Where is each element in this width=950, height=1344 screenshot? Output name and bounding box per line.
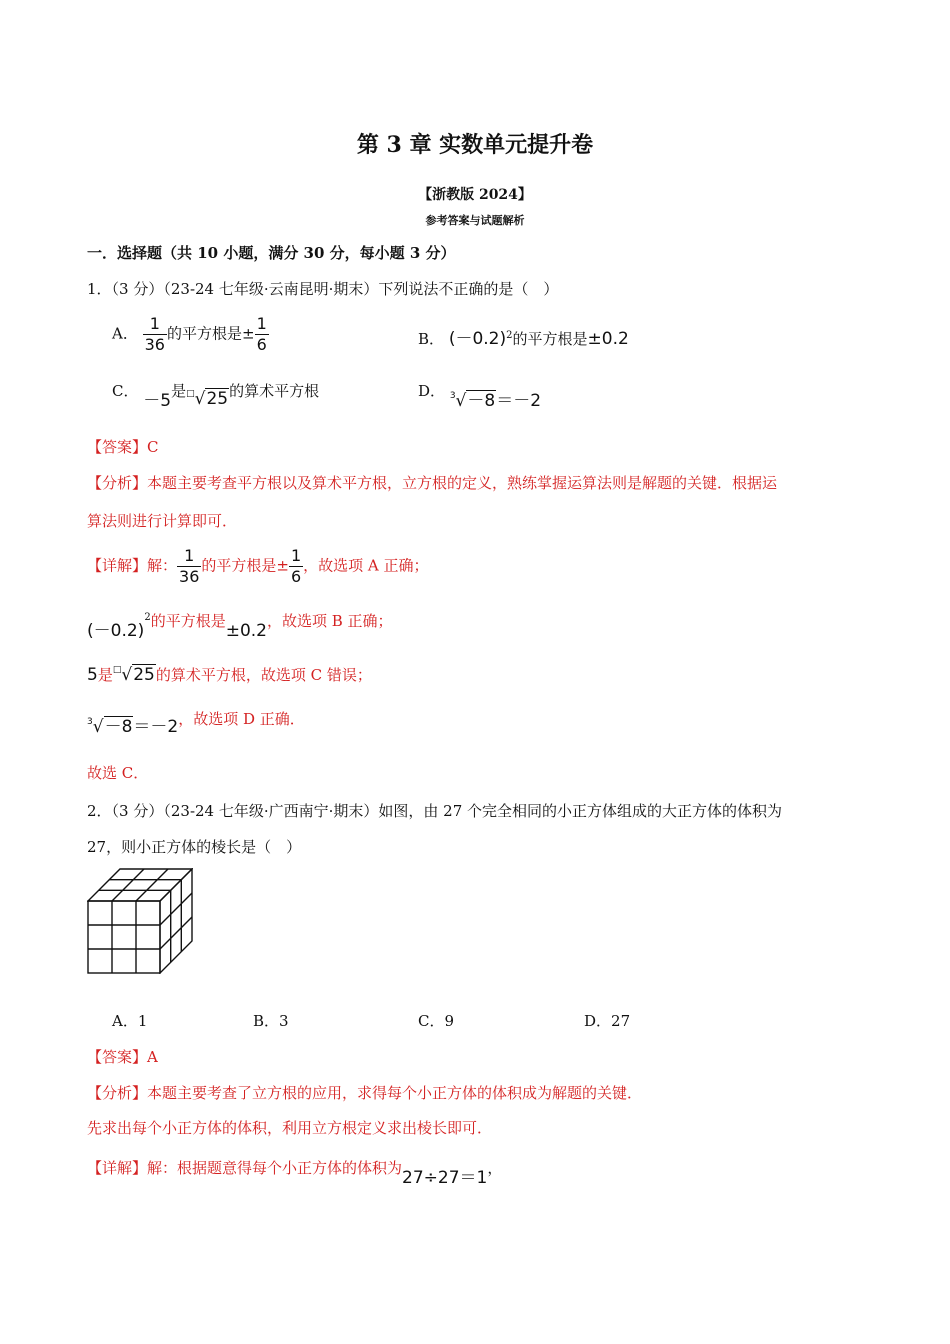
math-value: ＝－2 [496,391,542,411]
radicand: 25 [206,389,229,409]
denominator: 36 [144,335,165,354]
q2-option-a: A．1 [112,1012,148,1030]
math-value: －5 [143,391,172,411]
detail-text: ， [487,1159,503,1177]
math-value: 5 [87,665,98,685]
detail-text: 【详解】解：根据题意得每个小正方体的体积为 [87,1159,403,1177]
option-label: B． [418,330,445,348]
root-index: 3 [87,717,93,727]
cube-grid-line [160,917,192,949]
q1-detail-3 [87,664,372,685]
radicand: －8 [467,391,496,411]
math-value: ＝－2 [133,717,179,737]
q2-analysis-cont: 先求出每个小正方体的体积，利用立方根定义求出棱长即可． [87,1119,493,1137]
detail-text: ，故选项 A 正确； [303,556,429,575]
root-expr: $^3$√－8 [449,391,496,411]
numerator: 1 [177,546,201,567]
option-label: D． [418,382,446,400]
q1-analysis: 【分析】本题主要考查平方根以及算术平方根，立方根的定义，熟练掌握运算法则是解题的关键．根据运 [87,474,778,492]
option-text: 的算术平方根 [229,382,320,400]
section-heading: 一．选择题（共 10 小题，满分 30 分，每小题 3 分） [87,244,456,262]
q2-option-c: C．9 [418,1012,455,1030]
edition-label: 【浙教版 2024】 [418,187,532,203]
option-text: 的平方根是± [166,324,255,343]
q2-analysis: 【分析】本题主要考查了立方根的应用，求得每个小正方体的体积成为解题的关键． [87,1084,643,1102]
q2-detail [87,1153,503,1188]
q1-option-a [112,314,269,355]
q2-answer: 【答案】A [87,1048,158,1066]
root-expr: □√25 [186,389,229,409]
q2-stem: 2．（3 分）（23-24 七年级·广西南宁·期末）如图，由 27 个完全相同的小正方体组成的大正方体的体积为 [87,802,783,820]
radicand: 25 [133,665,155,685]
root-index: □ [186,389,195,399]
subtitle: 参考答案与试题解析 [425,214,525,227]
cube-figure [87,868,193,974]
root-index: □ [112,665,122,675]
detail-text: 是 [97,666,113,684]
denominator: 36 [179,567,200,586]
cube-front-face [88,901,160,973]
detail-text: 的平方根是 [150,612,226,630]
detail-prefix: 【详解】解： [87,556,178,575]
denominator: 6 [290,567,302,586]
cube-grid-line [112,869,144,901]
fraction [289,546,303,587]
q1-analysis-cont: 算法则进行计算即可． [87,512,238,530]
detail-text: ，故选项 B 正确； [266,612,393,630]
q1-detail-1 [87,546,429,587]
cube-grid-line [136,869,168,901]
exponent: 2 [506,330,513,341]
numerator: 1 [256,314,267,333]
root-expr: □√25 [112,665,155,685]
q1-stem: 1．（3 分）（23-24 七年级·云南昆明·期末）下列说法不正确的是（ ） [87,280,559,298]
denominator: 6 [256,335,267,354]
math-value: ±0.2 [587,329,629,349]
page-title: 第 3 章 实数单元提升卷 [356,132,594,158]
cube-grid-line [160,893,192,925]
q1-option-b [418,324,629,349]
math-expr: (－0.2) [87,621,145,641]
math-expr: 27÷27＝1 [402,1168,488,1188]
root-expr: $^3$√－8 [87,717,133,737]
math-value: ±0.2 [225,621,267,641]
detail-text: 的平方根是± [201,556,289,575]
detail-text: 的算术平方根，故选项 C 错误； [155,666,372,684]
math-expr: (－0.2) [448,329,507,349]
q2-option-d: D．27 [584,1012,631,1030]
option-text: 的平方根是 [512,330,588,348]
option-label: A． [112,324,138,343]
root-index: 3 [449,391,456,401]
fraction [255,314,269,355]
option-text: 是 [171,382,187,400]
detail-text: ，故选项 D 正确． [178,710,305,728]
fraction [177,546,201,587]
q1-detail-2 [87,606,393,641]
option-label: C． [112,382,139,400]
numerator: 1 [290,546,302,565]
numerator: 1 [143,314,167,335]
q1-option-c [112,376,320,411]
exponent: 2 [144,612,151,623]
q2-option-b: B．3 [253,1012,289,1030]
fraction [143,314,167,355]
q1-answer: 【答案】C [87,438,159,456]
q1-option-d [418,376,542,411]
q1-detail-4 [87,704,305,737]
q2-stem-cont: 27，则小正方体的棱长是（ ） [87,838,302,856]
q1-conclusion: 故选 C． [87,764,149,782]
radicand: －8 [104,717,133,737]
